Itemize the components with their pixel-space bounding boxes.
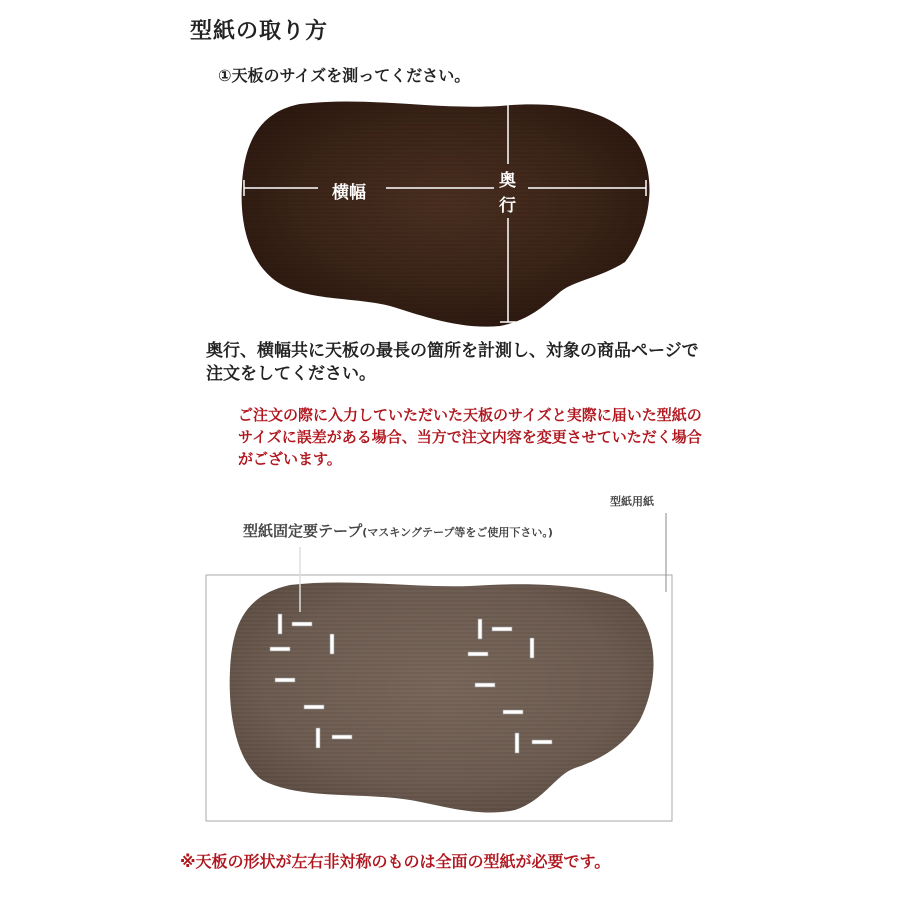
tape-strip — [275, 678, 295, 682]
footnote-text: ※天板の形状が左右非対称のものは全面の型紙が必要です。 — [180, 852, 611, 871]
tape-strip — [478, 619, 482, 639]
paper-label: 型紙用紙 — [610, 495, 654, 508]
tape-strip — [503, 710, 523, 714]
tape-strip — [530, 638, 534, 658]
tape-strip — [468, 652, 488, 656]
tape-label-note: (マスキングテープ等をご使用下さい。) — [362, 526, 553, 539]
step-1-text: ①天板のサイズを測ってください。 — [218, 66, 471, 85]
depth-label-bottom: 行 — [499, 196, 516, 216]
tape-strip — [270, 647, 290, 651]
tape-strip — [332, 735, 352, 739]
tape-strip — [292, 622, 312, 626]
tape-strip — [278, 614, 282, 634]
width-label: 横幅 — [332, 183, 366, 203]
tape-strip — [304, 705, 324, 709]
tape-strip — [492, 627, 512, 631]
tape-label-main: 型紙固定要テープ — [243, 522, 363, 540]
warning-text: ご注文の際に入力していただいた天板のサイズと実際に届いた型紙のサイズに誤差がある場合、当方で注文内容を変更させていただく場合がございます。 — [238, 406, 702, 468]
tape-strip — [532, 740, 552, 744]
depth-label-top: 奥 — [499, 171, 516, 191]
tape-strip — [316, 728, 320, 748]
page-title: 型紙の取り方 — [190, 19, 329, 44]
tape-strip — [515, 733, 519, 753]
tape-strip — [475, 683, 495, 687]
tabletop-shape — [242, 101, 650, 326]
instruction-text: 奥行、横幅共に天板の最長の箇所を計測し、対象の商品ページで注文をしてください。 — [206, 341, 699, 384]
tape-strip — [330, 634, 334, 654]
tape-label — [243, 520, 553, 541]
